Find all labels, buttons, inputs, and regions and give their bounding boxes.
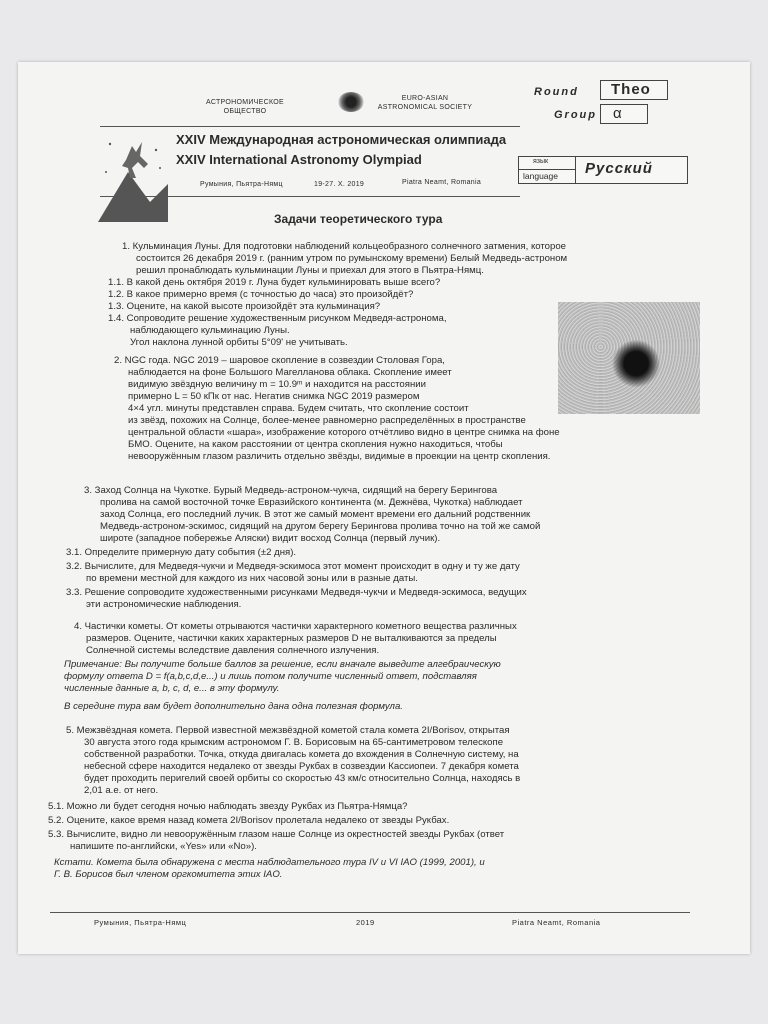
text-line: 1.4. Сопроводите решение художественным рисунком Медведя-астронома, [108,313,447,324]
text-line: Г. В. Борисов был членом оргкомитета этих IAO. [54,869,283,880]
round-value: Theo [611,81,651,98]
text-line: наблюдается на фоне Большого Магелланова облака. Скопление имеет [128,367,452,378]
text-line: примерно L = 50 кПк от нас. Негатив снимка NGC 2019 размером [128,391,420,402]
text-line: состоится 26 декабря 2019 г. (ранним утром по румынскому времени) Белый Медведь-астроном [136,253,568,264]
text-line: В середине тура вам будет дополнительно дана одна полезная формула. [64,701,403,712]
text-line: видимую звёздную величину m = 10.9ᵐ и находится на расстоянии [128,379,426,390]
text-line: по времени местной для каждого из них часовой зоны или в разные даты. [86,573,418,584]
text-line: 5.3. Вычислите, видно ли невооружённым глазом наше Солнце из окрестностей звезды Рукбах (ответ [48,829,505,840]
text-line: небесной сфере находится недалеко от звезды Рукбах в созвездии Кассиопеи. 7 декабря комета [84,761,519,772]
footer-rule [50,912,690,913]
place-russian: Румыния, Пьятра-Нямц [200,181,283,188]
text-line: центральной области «шара», изображение которого отчётливо видно в центре снимка на фоне [128,427,560,438]
text-line: Солнечной системы вследствие давления солнечного излучения. [86,645,380,656]
text-line: 3. Заход Солнца на Чукотке. Бурый Медведь-астроном-чукча, сидящий на берегу Берингова [84,485,498,496]
text-line: решил пронаблюдать кульминации Луны и приехал для этого в Пьятра-Нямц. [136,265,484,276]
footer-place-english: Piatra Neamt, Romania [512,918,601,927]
footer-year: 2019 [356,918,375,927]
text-line: напишите по-английски, «Yes» или «No»). [70,841,257,852]
group-box [600,104,648,124]
language-label-en: language [523,171,558,181]
language-box [518,156,688,184]
place-english: Piatra Neamt, Romania [402,179,482,186]
text-line: Угол наклона лунной орбиты 5°09' не учитывать. [130,337,348,348]
header-bottom-rule [100,196,520,197]
text-line: наблюдающего кульминацию Луны. [130,325,290,336]
text-line: 4. Частички кометы. От кометы отрываются частички характерного кометного вещества различных [74,621,517,632]
header-top-rule [100,126,520,127]
text-line: 1.2. В какое примерно время (с точностью до часа) это произойдёт? [108,289,414,300]
text-line: 1.1. В какой день октября 2019 г. Луна будет кульминировать выше всего? [108,277,441,288]
round-box [600,80,668,100]
language-label-ru: язык [533,158,549,165]
text-line: Медведь-астроном-эскимос, сидящий на другом берегу Берингова пролива точно на той же самой [100,521,541,532]
text-line: эти астрономические наблюдения. [86,599,242,610]
text-line: 4×4 угл. минуты представлен справа. Будем считать, что скопление состоит [128,403,469,414]
text-line: пролива на самой восточной точке Евразийского континента (м. Дежнёва, Чукотка) наблюдает [100,497,523,508]
text-line: 1. Кульминация Луны. Для подготовки наблюдений кольцеобразного солнечного затмения, которое [122,241,567,252]
text-line: Кстати. Комета была обнаружена с места наблюдательного тура IV и VI IAO (1999, 2001), и [54,857,485,868]
text-line: широте (западное побережье Аляски) видит восход Солнца (первый лучик). [100,533,441,544]
text-line: 30 августа этого года крымским астрономом Г. В. Борисовым на 65-сантиметровом телескопе [84,737,504,748]
text-line: размеров. Оцените, частички каких характерных размеров D не выталкиваются за пределы [86,633,497,644]
text-line: формулу ответа D = f(a,b,c,d,e...) и лишь потом получите численный ответ, подставляя [64,671,477,682]
title-english: XXIV International Astronomy Olympiad [176,152,422,167]
round-label: Round [534,86,579,98]
olympiad-deer-emblem-icon [98,132,168,222]
text-line: 2. NGC года. NGC 2019 – шаровое скопление в созвездии Столовая Гора, [114,355,445,366]
text-line: 5.2. Оцените, какое время назад комета 2I/Borisov пролетала недалеко от звезды Рукбах. [48,815,450,826]
text-line: будет проходить перигелий своей орбиты со скоростью 43 км/с относительно Солнца, находясь в [84,773,521,784]
document-sheet [18,62,750,954]
text-line: заход Солнца, его последний лучик. В этот же самый момент времени его дальний родственник [100,509,531,520]
language-value: Русский [585,160,653,177]
text-line: из звёзд, похожих на Солнце, более-менее равномерно распределённых в пространстве [128,415,526,426]
text-line: 5.1. Можно ли будет сегодня ночью наблюдать звезду Рукбах из Пьятра-Нямца? [48,801,408,812]
text-line: невооружённым глазом различить отдельно звёзды, видимые в проекции на центр скопления. [128,451,551,462]
text-line: численные данные a, b, c, d, e... в эту формулу. [64,683,280,694]
text-line: 1.3. Оцените, на какой высоте произойдёт эта кульминация? [108,301,381,312]
ru-society-name: АСТРОНОМИЧЕСКОЕ ОБЩЕСТВО [206,99,284,115]
olympiad-dates: 19-27. X. 2019 [314,181,365,188]
text-line: БМО. Оцените, на каком расстоянии от центра скопления нужно находиться, чтобы [128,439,503,450]
group-label: Group [554,109,597,121]
text-line: 3.1. Определите примерную дату события (±2 дня). [66,547,297,558]
text-line: 3.3. Решение сопроводите художественными рисунками Медведя-чукчи и Медведя-эскимоса, ведущих [66,587,527,598]
title-russian: XXIV Международная астрономическая олимпиада [176,132,507,147]
footer-place-russian: Румыния, Пьятра-Нямц [94,918,187,927]
ngc2019-negative-image [558,302,700,414]
text-line: Примечание: Вы получите больше баллов за решение, если вначале выведите алгебраическую [64,659,501,670]
text-line: 5. Межзвёздная комета. Первой известной межзвёздной кометой стала комета 2I/Borisov, открытая [66,725,510,736]
text-line: собственной разработки. Точка, откуда двигалась комета до вхождения в Солнечную систему, на [84,749,519,760]
text-line: 2,01 а.е. от него. [84,785,159,796]
group-value: α [613,105,622,122]
text-line: 3.2. Вычислите, для Медведя-чукчи и Медведя-эскимоса этот момент происходит в одну и ту же дату [66,561,520,572]
eu-society-name: EURO-ASIAN ASTRONOMICAL SOCIETY [377,95,473,111]
society-logo-icon [338,92,364,112]
page-heading: Задачи теоретического тура [274,212,443,226]
